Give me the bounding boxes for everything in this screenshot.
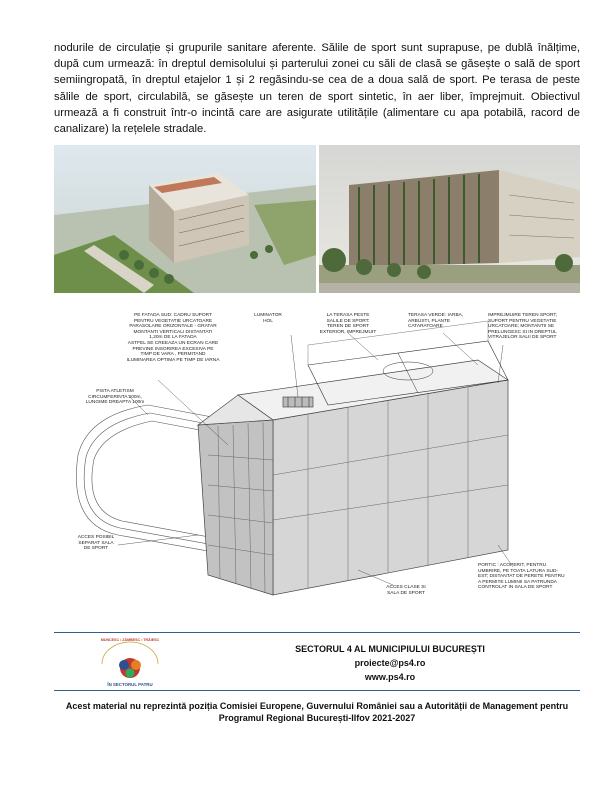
callout-porch: PORTIC : ACOPERIT, PENTRU UMBRIRE, PE TOATA LATURA SUD- EST; DISTANTAT DE PERETE PENTRU A PERMITE LUMINII SA PATRUNDA CONTROLAT IN SALA DE SPORT <box>478 563 565 591</box>
callout-skylight: LUMINATOR HOL <box>254 313 282 324</box>
callout-track: PISTA ATLETISM CIRCUMFERINTA 200m, LUNGIME DREAPTA 100m <box>85 389 145 406</box>
contact-email: proiecte@ps4.ro <box>354 658 426 668</box>
callout-fence: IMPREJMUIRE TEREN SPORT, SUPORT PENTRU VEGETATIE URCATOARE; MONTANTII SE PRELUNGESC SI IN DREPTUL VITRAJELOR SALII DE SPORT <box>488 313 558 341</box>
footer-top-rule <box>54 632 580 633</box>
axonometric-diagram <box>58 305 578 610</box>
sector4-logo <box>90 638 170 696</box>
website-url: www.ps4.ro <box>364 672 416 682</box>
callout-separate-access: ACCES POSIBIL SEPARAT SALA DE SPORT <box>77 535 115 552</box>
organization-name: SECTORUL 4 AL MUNICIPIULUI BUCUREȘTI <box>295 644 485 654</box>
body-paragraph: nodurile de circulație și grupurile sanitare aferente. Sălile de sport sunt suprapuse, pe dublă înălțime, după cum urmează: în dreptul demisolului și parterului zonei cu săli de clasă se găsește o sală de sport semiingropată, în dreptul etajelor 1 și 2 regăsindu-se cea de a doua sală de sport. Pe terasa de peste sălile de sport, circulabilă, se găsește un teren de sport sintetic, în aer liber, împrejmuit. Obiectivul urmează a fi construit într-o incintă care are asigurate utilitățile (alimentare cu apa potabilă, racord de canalizare) la rețelele stradale. <box>54 42 580 136</box>
eu-disclaimer: Acest material nu reprezintă poziția Comisiei Europene, Guvernului României sau a Autorității de Management pentru Programul Regional București-Ilfov 2021-2027 <box>65 701 569 723</box>
logo-text-bottom: ÎN SECTORUL PATRU <box>107 682 153 687</box>
callout-green-terrace: TERASA VERDE: IARBA, ARBUSTI, PLANTE CATARATOARE <box>408 313 464 330</box>
callout-south-facade: PE FATADA SUD: CADRU SUPORT PENTRU VEGETATIE URCATOARE PARASOLARE ORIZONTALE - GRATAR MONTANTI VERTICALI DISTANTATI 1,20m DE LA FATADA ASTFEL SE CREEAZA UN ECRAN CARE PREVINE INSORIREA EXCESIVA PE TIMP DE VARA , PERMITAND ILUMINAREA OPTIMA PE TIMP DE IARNA <box>126 313 220 363</box>
aerial-rendering-image <box>54 145 316 293</box>
street-rendering-image <box>319 145 580 293</box>
footer-bottom-rule <box>54 690 580 691</box>
callout-terrace-court: LA TERASA PESTE SALILE DE SPORT: TEREN DE SPORT EXTERIOR, IMPREJMUIT <box>319 313 377 335</box>
logo-text-top: MUNCESC • ZÂMBESC • TRĂIESC <box>100 638 160 642</box>
callout-class-access: ACCES CLASE SI SALA DE SPORT <box>386 585 426 596</box>
